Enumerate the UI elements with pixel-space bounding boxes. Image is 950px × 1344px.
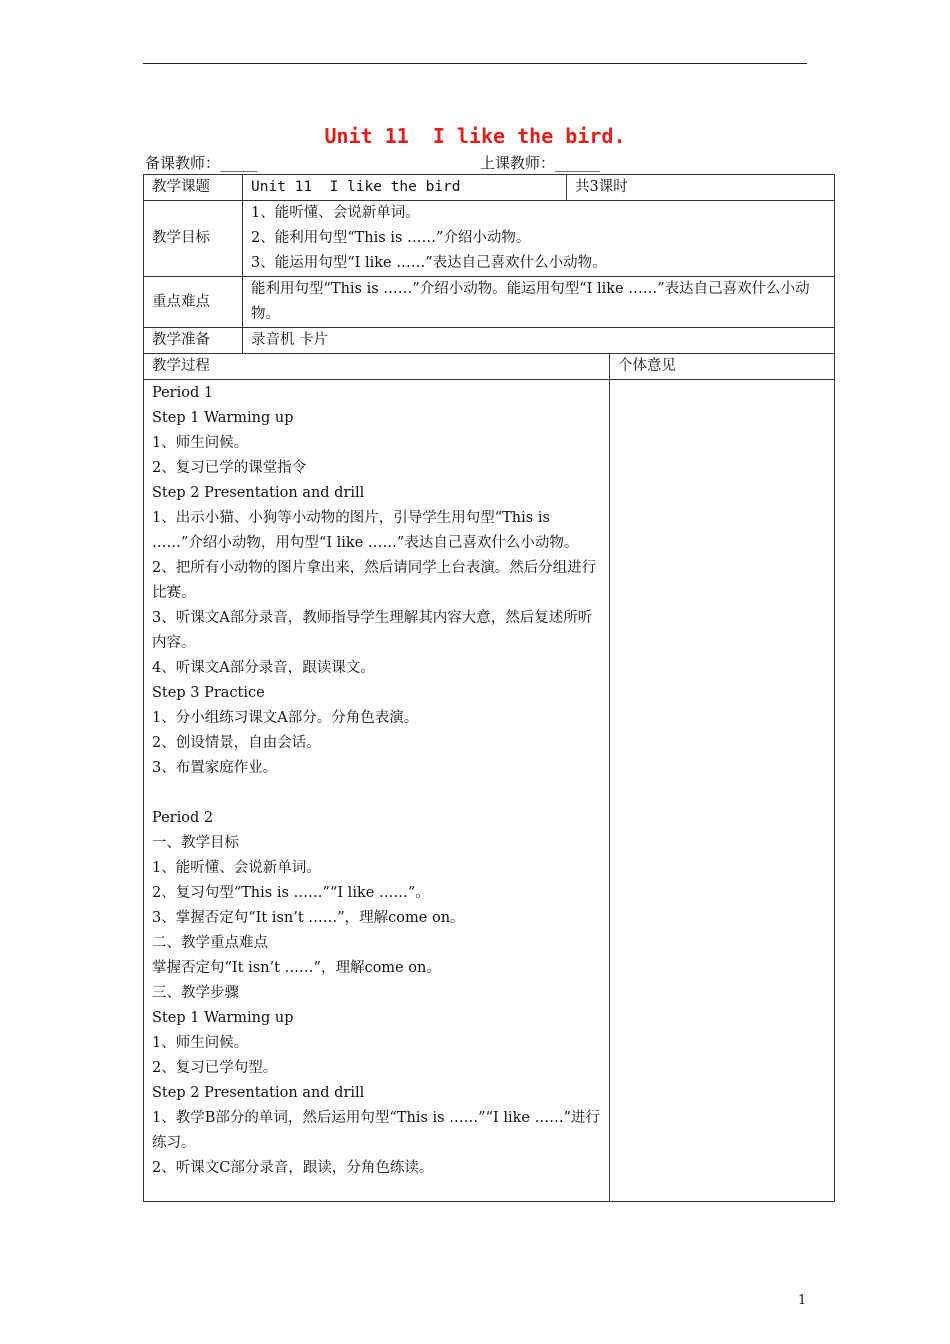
process-line: 3、听课文A部分录音，教师指导学生理解其内容大意，然后复述所听内容。 <box>152 610 593 651</box>
goals-label: 教学目标 <box>144 201 243 277</box>
opinion-header: 个体意见 <box>610 354 835 380</box>
process-line: Step 1 Warming up <box>152 1010 294 1026</box>
process-header: 教学过程 <box>144 354 610 380</box>
header-rule <box>143 63 807 64</box>
process-line: Step 3 Practice <box>152 685 265 701</box>
process-line: 2、复习句型“This is ……”“I like ……”。 <box>152 885 430 901</box>
process-line: 4、听课文A部分录音，跟读课文。 <box>152 660 375 676</box>
process-line: 二、教学重点难点 <box>152 935 268 951</box>
lesson-plan-table <box>143 174 835 1202</box>
process-line: 3、掌握否定句“It isn’t ……”，理解come on。 <box>152 910 465 926</box>
process-line: 1、师生问候。 <box>152 1035 249 1051</box>
process-line: Step 2 Presentation and drill <box>152 485 365 501</box>
process-line: 1、分小组练习课文A部分。分角色表演。 <box>152 710 419 726</box>
goal-item: 3、能运用句型“I like ……”表达自己喜欢什么小动物。 <box>251 255 607 271</box>
process-line: 三、教学步骤 <box>152 985 239 1001</box>
topic-label: 教学课题 <box>144 175 243 201</box>
key-points-value: 能利用句型“This is ……”介绍小动物。能运用句型“I like ……”表达自己喜欢什么小动物。 <box>243 277 835 328</box>
prep-teacher-label: 备课教师：_____ <box>145 154 258 172</box>
process-line: 2、听课文C部分录音，跟读，分角色练读。 <box>152 1160 434 1176</box>
process-line: 2、把所有小动物的图片拿出来，然后请同学上台表演。然后分组进行比赛。 <box>152 560 597 601</box>
process-line: 2、复习已学句型。 <box>152 1060 278 1076</box>
topic-row <box>144 175 835 201</box>
preparation-value: 录音机 卡片 <box>243 328 835 354</box>
process-line: 3、布置家庭作业。 <box>152 760 278 776</box>
preparation-label: 教学准备 <box>144 328 243 354</box>
page-number: 1 <box>798 1293 807 1308</box>
process-line: 掌握否定句“It isn’t ……”，理解come on。 <box>152 960 441 976</box>
process-row <box>144 380 835 1202</box>
key-points-label: 重点难点 <box>144 277 243 328</box>
process-line: 1、教学B部分的单词，然后运用句型“This is ……”“I like ……”进行练习。 <box>152 1110 601 1151</box>
process-line <box>152 781 601 806</box>
process-line: 2、创设情景，自由会话。 <box>152 735 321 751</box>
topic-value: Unit 11 I like the bird <box>243 175 567 201</box>
process-line: Step 1 Warming up <box>152 410 294 426</box>
lesson-teacher-label: 上课教师：______ <box>480 154 601 172</box>
goal-item: 2、能利用句型“This is ……”介绍小动物。 <box>251 230 531 246</box>
page-title: Unit 11 I like the bird. <box>324 124 626 148</box>
goals-list <box>243 201 835 277</box>
process-line: Period 1 <box>152 385 214 401</box>
period-count: 共3课时 <box>567 175 835 201</box>
preparation-row <box>144 328 835 354</box>
process-line: Step 2 Presentation and drill <box>152 1085 365 1101</box>
process-line: 2、复习已学的课堂指令 <box>152 460 307 476</box>
goal-item: 1、能听懂、会说新单词。 <box>251 205 420 221</box>
process-line: 1、出示小猫、小狗等小动物的图片，引导学生用句型“This is ……”介绍小动物，用句型“I like ……”表达自己喜欢什么小动物。 <box>152 510 579 551</box>
process-header-row <box>144 354 835 380</box>
opinion-cell <box>610 380 835 1202</box>
process-line: Period 2 <box>152 810 214 826</box>
goals-row <box>144 201 835 277</box>
key-points-row <box>144 277 835 328</box>
process-line: 1、能听懂、会说新单词。 <box>152 860 321 876</box>
process-line: 1、师生问候。 <box>152 435 249 451</box>
process-line: 一、教学目标 <box>152 835 239 851</box>
process-content <box>144 380 610 1202</box>
